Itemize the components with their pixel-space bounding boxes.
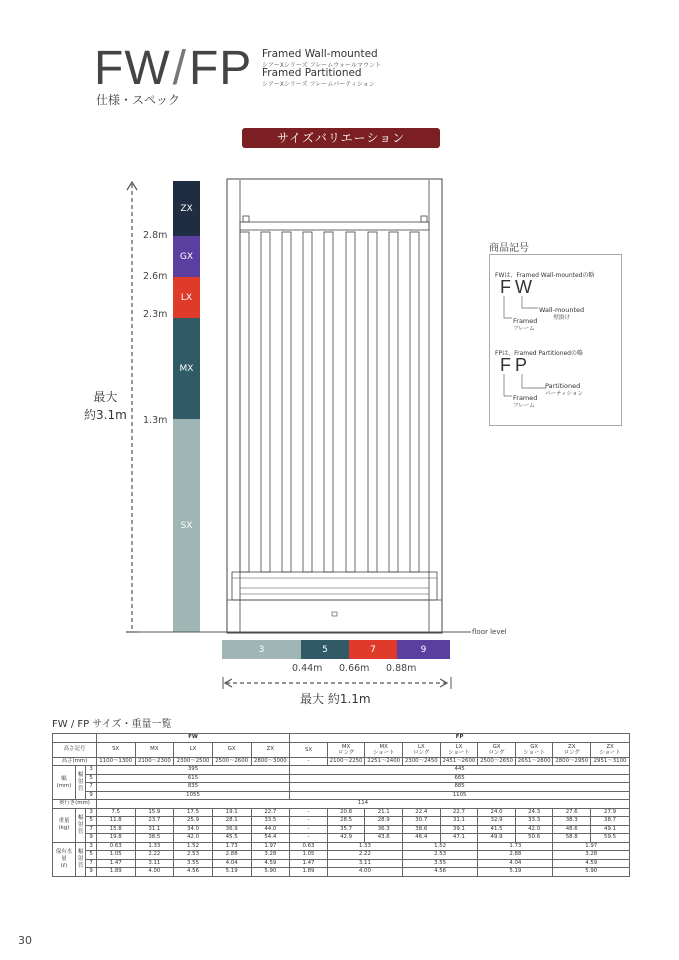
fw-water-cell: 4.56 bbox=[174, 868, 213, 877]
fp-water-cell: 2.22 bbox=[327, 851, 402, 860]
size-weight-table bbox=[52, 733, 630, 877]
height-bar-zx: ZX bbox=[173, 181, 200, 236]
fp-height-cell: 2451〜2600 bbox=[440, 757, 478, 766]
fw-water-cell: 3.55 bbox=[174, 859, 213, 868]
weight-cell: 31.1 bbox=[135, 825, 174, 834]
table-header-heights bbox=[53, 757, 630, 766]
fp-code-cell: MX ロング bbox=[327, 742, 365, 757]
weight-cell: 20.8 bbox=[327, 808, 365, 817]
fp-height-cell: - bbox=[290, 757, 328, 766]
fw-water-cell: 1.89 bbox=[96, 868, 135, 877]
fp-height-cell: 2100〜2250 bbox=[327, 757, 365, 766]
weight-cell: 42.0 bbox=[515, 825, 553, 834]
weight-cell: 33.5 bbox=[251, 817, 290, 826]
weight-cell: 42.0 bbox=[174, 834, 213, 843]
water-size-cell: 9 bbox=[86, 868, 96, 877]
width-label-0-44m: 0.44m bbox=[292, 663, 323, 674]
water-group-label: 保有水 量 (ℓ) bbox=[53, 842, 76, 876]
weight-cell: 38.3 bbox=[553, 817, 591, 826]
fp-partitioned: Partitioned パーティション bbox=[545, 382, 583, 397]
weight-cell: 41.5 bbox=[478, 825, 516, 834]
weight-cell: 59.5 bbox=[591, 834, 630, 843]
fp-note: FPは、Framed Partitionedの略 bbox=[495, 350, 583, 357]
fw-width-cell: 1055 bbox=[96, 791, 289, 800]
weight-cell: - bbox=[290, 817, 328, 826]
height-mm-label: 高さ(mm) bbox=[53, 757, 97, 766]
width-row bbox=[53, 774, 630, 783]
fw-water-cell: 5.19 bbox=[212, 868, 251, 877]
fp-code-cell: MX ショート bbox=[365, 742, 403, 757]
fp-water-cell: 1.73 bbox=[478, 842, 553, 851]
weight-row bbox=[53, 825, 630, 834]
weight-cell: 23.7 bbox=[135, 817, 174, 826]
width-bar-9: 9 bbox=[397, 640, 450, 659]
width-group-label: 幅 (mm) bbox=[53, 766, 76, 800]
weight-size-cell: 9 bbox=[86, 834, 96, 843]
fp-code-cell: ZX ロング bbox=[553, 742, 591, 757]
weight-cell: 34.0 bbox=[174, 825, 213, 834]
fp-water-cell: 1.33 bbox=[327, 842, 402, 851]
fp-height-cell: 2651〜2800 bbox=[515, 757, 553, 766]
weight-cell: 19.8 bbox=[96, 834, 135, 843]
fw-water-cell: 2.22 bbox=[135, 851, 174, 860]
floor-level-label: floor level bbox=[472, 628, 507, 636]
fp-water-cell: 1.05 bbox=[290, 851, 328, 860]
fp-water-cell: 3.11 bbox=[327, 859, 402, 868]
fw-height-cell: 2800〜3000 bbox=[251, 757, 290, 766]
width-code-label: 幅 射 管 bbox=[75, 766, 85, 800]
page-title bbox=[94, 44, 252, 94]
fp-water-cell: 5.19 bbox=[478, 868, 553, 877]
fp-water-cell: 1.89 bbox=[290, 868, 328, 877]
width-bar-3: 3 bbox=[222, 640, 301, 659]
title-fp: FP bbox=[188, 42, 253, 95]
fp-water-cell: 1.52 bbox=[403, 842, 478, 851]
width-bar-5: 5 bbox=[301, 640, 349, 659]
fp-water-cell: 3.28 bbox=[553, 851, 630, 860]
fw-water-cell: 2.88 bbox=[212, 851, 251, 860]
weight-cell: 21.1 bbox=[365, 808, 403, 817]
weight-cell: 43.6 bbox=[365, 834, 403, 843]
fw-water-cell: 3.11 bbox=[135, 859, 174, 868]
fp-height-cell: 2951〜3100 bbox=[591, 757, 630, 766]
weight-cell: 27.6 bbox=[553, 808, 591, 817]
fp-code-cell: SX bbox=[290, 742, 328, 757]
weight-cell: 38.5 bbox=[135, 834, 174, 843]
weight-code-label: 幅 射 管 bbox=[75, 808, 85, 842]
weight-cell: - bbox=[290, 834, 328, 843]
width-row bbox=[53, 783, 630, 792]
fw-height-cell: 2500〜2600 bbox=[212, 757, 251, 766]
fp-height-cell: 2251〜2400 bbox=[365, 757, 403, 766]
fw-letters: FW bbox=[500, 277, 536, 297]
width-size-cell: 3 bbox=[86, 766, 96, 775]
fp-water-cell: 2.53 bbox=[403, 851, 478, 860]
height-label-2-6m: 2.6m bbox=[143, 271, 168, 282]
header-fw: FW bbox=[96, 734, 289, 743]
fw-water-cell: 3.28 bbox=[251, 851, 290, 860]
weight-cell: 38.6 bbox=[403, 825, 441, 834]
fp-width-cell: 445 bbox=[290, 766, 630, 775]
fw-water-cell: 4.59 bbox=[251, 859, 290, 868]
weight-cell: 15.9 bbox=[135, 808, 174, 817]
water-row bbox=[53, 851, 630, 860]
fw-water-cell: 0.63 bbox=[96, 842, 135, 851]
weight-cell: 27.9 bbox=[591, 808, 630, 817]
size-variation-banner: サイズバリエーション bbox=[242, 128, 440, 148]
weight-cell: 47.1 bbox=[440, 834, 478, 843]
water-size-cell: 7 bbox=[86, 859, 96, 868]
height-bar-lx: LX bbox=[173, 277, 200, 318]
fw-code-cell: MX bbox=[135, 742, 174, 757]
weight-cell: 30.7 bbox=[403, 817, 441, 826]
fw-wall-mounted: Wall-mounted 壁掛け bbox=[539, 306, 585, 321]
max-width-label: 最大 約1.1m bbox=[300, 692, 371, 706]
weight-cell: 42.9 bbox=[327, 834, 365, 843]
water-code-label: 幅 射 管 bbox=[75, 842, 85, 876]
weight-cell: 38.7 bbox=[591, 817, 630, 826]
fw-water-cell: 1.47 bbox=[96, 859, 135, 868]
width-size-cell: 7 bbox=[86, 783, 96, 792]
fp-water-cell: 0.63 bbox=[290, 842, 328, 851]
weight-cell: 36.3 bbox=[365, 825, 403, 834]
fw-note: FWは、Framed Wall-mountedの略 bbox=[495, 272, 595, 279]
weight-cell: 22.7 bbox=[251, 808, 290, 817]
fp-water-cell: 4.04 bbox=[478, 859, 553, 868]
fw-water-cell: 2.53 bbox=[174, 851, 213, 860]
max-height-label: 最大 約3.1m bbox=[84, 390, 127, 422]
height-label-2-8m: 2.8m bbox=[143, 230, 168, 241]
fw-water-cell: 4.00 bbox=[135, 868, 174, 877]
height-bar-sx: SX bbox=[173, 419, 200, 632]
weight-cell: 48.6 bbox=[553, 825, 591, 834]
width-label-0-88m: 0.88m bbox=[386, 663, 417, 674]
product-code-title: 商品記号 bbox=[489, 243, 529, 254]
weight-row bbox=[53, 817, 630, 826]
fp-water-cell: 4.00 bbox=[327, 868, 402, 877]
fw-width-cell: 395 bbox=[96, 766, 289, 775]
height-bar-mx: MX bbox=[173, 318, 200, 419]
weight-size-cell: 5 bbox=[86, 817, 96, 826]
water-row bbox=[53, 868, 630, 877]
fp-framed: Framed フレーム bbox=[513, 394, 538, 409]
page-number: 30 bbox=[18, 934, 32, 947]
weight-cell: 7.5 bbox=[96, 808, 135, 817]
weight-cell: 36.9 bbox=[212, 825, 251, 834]
height-bar-gx: GX bbox=[173, 236, 200, 277]
weight-cell: 28.5 bbox=[327, 817, 365, 826]
fp-code-cell: LX ロング bbox=[403, 742, 441, 757]
weight-cell: 33.3 bbox=[515, 817, 553, 826]
fw-water-cell: 1.33 bbox=[135, 842, 174, 851]
page-subtitle: 仕様・スペック bbox=[96, 93, 181, 107]
weight-cell: - bbox=[290, 808, 328, 817]
water-row bbox=[53, 859, 630, 868]
fp-code-cell: LX ショート bbox=[440, 742, 478, 757]
width-size-cell: 9 bbox=[86, 791, 96, 800]
product-name-fw-jp: シアーXシリーズ フレームウォールマウント bbox=[262, 62, 381, 69]
table-header-group bbox=[53, 734, 630, 743]
fp-water-cell: 4.56 bbox=[403, 868, 478, 877]
weight-size-cell: 3 bbox=[86, 808, 96, 817]
width-size-cell: 5 bbox=[86, 774, 96, 783]
fw-code-cell: ZX bbox=[251, 742, 290, 757]
fp-water-cell: 1.47 bbox=[290, 859, 328, 868]
floor-line bbox=[126, 630, 471, 634]
weight-cell: 46.4 bbox=[403, 834, 441, 843]
weight-cell: 22.4 bbox=[403, 808, 441, 817]
product-name-fw: Framed Wall-mounted bbox=[262, 48, 378, 60]
fp-water-cell: 3.55 bbox=[403, 859, 478, 868]
weight-cell: 44.0 bbox=[251, 825, 290, 834]
fw-water-cell: 4.04 bbox=[212, 859, 251, 868]
fp-letters: FP bbox=[500, 355, 532, 375]
fp-width-cell: 665 bbox=[290, 774, 630, 783]
water-row bbox=[53, 842, 630, 851]
height-arrow bbox=[126, 180, 138, 635]
fp-water-cell: 4.59 bbox=[553, 859, 630, 868]
height-label-1-3m: 1.3m bbox=[143, 415, 168, 426]
weight-cell: 17.5 bbox=[174, 808, 213, 817]
fw-width-cell: 835 bbox=[96, 783, 289, 792]
width-bar-7: 7 bbox=[349, 640, 397, 659]
table-header-codes bbox=[53, 742, 630, 757]
fw-code-cell: SX bbox=[96, 742, 135, 757]
weight-cell: 54.4 bbox=[251, 834, 290, 843]
title-slash: / bbox=[172, 42, 187, 95]
fw-height-cell: 1100〜1300 bbox=[96, 757, 135, 766]
fw-water-cell: 1.52 bbox=[174, 842, 213, 851]
fw-height-cell: 2300〜2500 bbox=[174, 757, 213, 766]
width-row bbox=[53, 791, 630, 800]
depth-label: 奥行き(mm) bbox=[53, 800, 97, 809]
fw-water-cell: 5.90 bbox=[251, 868, 290, 877]
width-arrow bbox=[222, 677, 452, 689]
width-label-0-66m: 0.66m bbox=[339, 663, 370, 674]
radiator-cabinet-drawing bbox=[226, 178, 444, 636]
fp-width-cell: 1105 bbox=[290, 791, 630, 800]
weight-group-label: 重量 (kg) bbox=[53, 808, 76, 842]
water-size-cell: 5 bbox=[86, 851, 96, 860]
weight-cell: 35.7 bbox=[327, 825, 365, 834]
fp-height-cell: 2500〜2650 bbox=[478, 757, 516, 766]
height-code-label: 高さ記号 bbox=[53, 742, 97, 757]
weight-cell: 49.1 bbox=[591, 825, 630, 834]
water-size-cell: 3 bbox=[86, 842, 96, 851]
fw-width-cell: 615 bbox=[96, 774, 289, 783]
depth-row bbox=[53, 800, 630, 809]
product-name-fp-jp: シアーXシリーズ フレームパーティション bbox=[262, 81, 375, 88]
weight-cell: 19.1 bbox=[212, 808, 251, 817]
fp-water-cell: 2.88 bbox=[478, 851, 553, 860]
fp-width-cell: 885 bbox=[290, 783, 630, 792]
weight-cell: 31.1 bbox=[440, 817, 478, 826]
fw-water-cell: 1.73 bbox=[212, 842, 251, 851]
weight-cell: 50.6 bbox=[515, 834, 553, 843]
weight-cell: 11.8 bbox=[96, 817, 135, 826]
title-fw: FW bbox=[94, 42, 171, 95]
fp-water-cell: 5.90 bbox=[553, 868, 630, 877]
weight-row bbox=[53, 808, 630, 817]
fp-height-cell: 2800〜2950 bbox=[553, 757, 591, 766]
width-row bbox=[53, 766, 630, 775]
weight-cell: 28.1 bbox=[212, 817, 251, 826]
weight-cell: 49.9 bbox=[478, 834, 516, 843]
weight-cell: 22.7 bbox=[440, 808, 478, 817]
weight-cell: 58.8 bbox=[553, 834, 591, 843]
fp-code-cell: GX ロング bbox=[478, 742, 516, 757]
depth-value: 114 bbox=[96, 800, 629, 809]
fw-code-cell: GX bbox=[212, 742, 251, 757]
weight-size-cell: 7 bbox=[86, 825, 96, 834]
weight-cell: 28.9 bbox=[365, 817, 403, 826]
fw-water-cell: 1.97 bbox=[251, 842, 290, 851]
fw-code-cell: LX bbox=[174, 742, 213, 757]
fp-code-cell: ZX ショート bbox=[591, 742, 630, 757]
table-title: FW / FP サイズ・重量一覧 bbox=[52, 719, 172, 730]
weight-row bbox=[53, 834, 630, 843]
weight-cell: 15.8 bbox=[96, 825, 135, 834]
fp-height-cell: 2300〜2450 bbox=[403, 757, 441, 766]
header-fp: FP bbox=[290, 734, 630, 743]
fw-height-cell: 2100〜2300 bbox=[135, 757, 174, 766]
weight-cell: 45.5 bbox=[212, 834, 251, 843]
fw-water-cell: 1.05 bbox=[96, 851, 135, 860]
weight-cell: - bbox=[290, 825, 328, 834]
fw-framed: Framed フレーム bbox=[513, 317, 538, 332]
weight-cell: 32.9 bbox=[478, 817, 516, 826]
fp-code-cell: GX ショート bbox=[515, 742, 553, 757]
product-name-fp: Framed Partitioned bbox=[262, 67, 362, 79]
fp-water-cell: 1.97 bbox=[553, 842, 630, 851]
weight-cell: 39.1 bbox=[440, 825, 478, 834]
height-label-2-3m: 2.3m bbox=[143, 309, 168, 320]
weight-cell: 25.9 bbox=[174, 817, 213, 826]
weight-cell: 24.0 bbox=[478, 808, 516, 817]
weight-cell: 24.3 bbox=[515, 808, 553, 817]
